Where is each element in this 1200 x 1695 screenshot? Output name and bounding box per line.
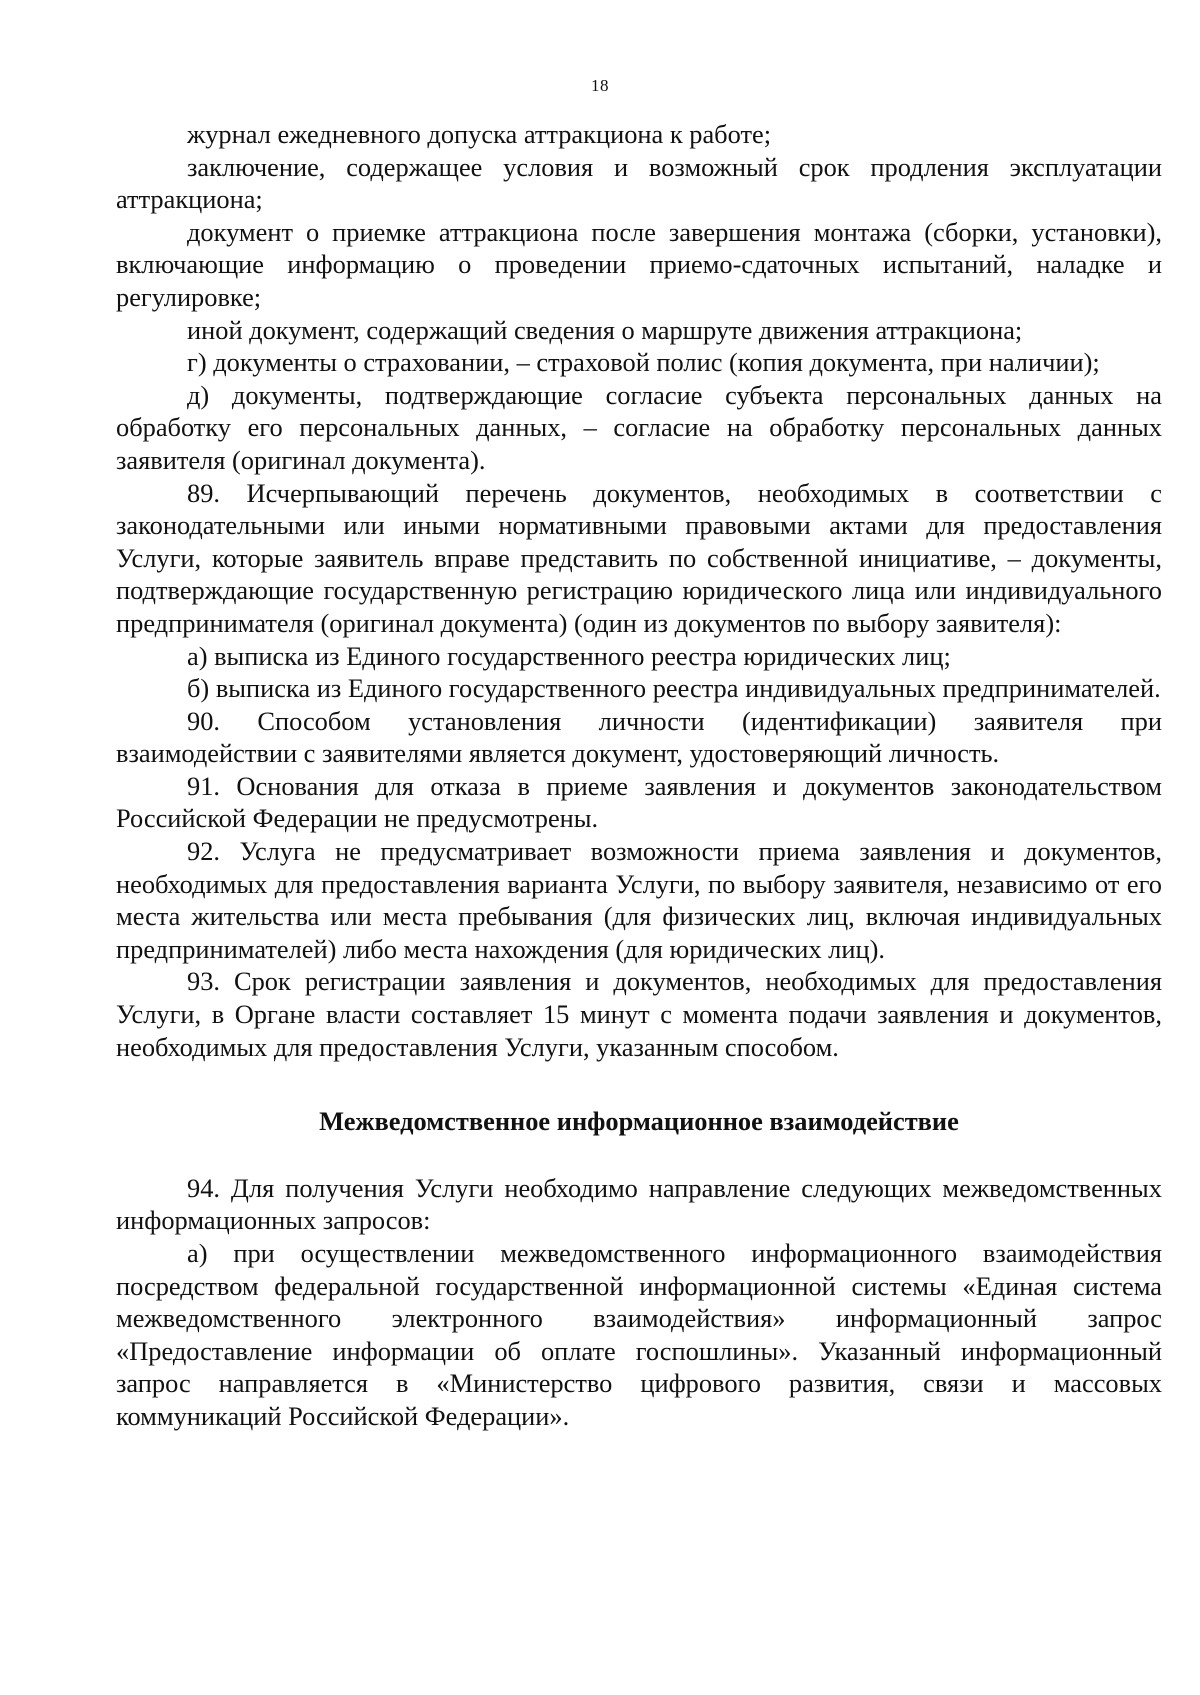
paragraph-90: 90. Способом установления личности (идентификации) заявителя при взаимодействии с заявителями является документ, удостоверяющий личность.	[116, 705, 1162, 769]
paragraph-route-document: иной документ, содержащий сведения о маршруте движения аттракциона;	[187, 314, 1023, 345]
page-number: 18	[591, 76, 609, 95]
paragraph-acceptance-document: документ о приемке аттракциона после завершения монтажа (сборки, установки), включающие информацию о проведении приемо-сдаточных испытаний, наладке и регулировке;	[116, 216, 1162, 312]
section-heading: Межведомственное информационное взаимодействие	[319, 1106, 959, 1137]
paragraph-92: 92. Услуга не предусматривает возможности приема заявления и документов, необходимых для предоставления варианта Услуги, по выбору заявителя, независимо от его места жительства или места пребывания (для физических лиц, включая индивидуальных предпринимателей) либо места нахождения (для юридических лиц).	[116, 836, 1162, 964]
paragraph-89: 89. Исчерпывающий перечень документов, необходимых в соответствии с законодательными или иными нормативными правовыми актами для предоставления Услуги, которые заявитель вправе представить по собственной инициативе, – документы, подтверждающие государственную регистрацию юридического лица или индивидуального предпринимателя (оригинал документа) (один из документов по выбору заявителя):	[116, 477, 1162, 638]
paragraph-89-b: б) выписка из Единого государственного реестра индивидуальных предпринимателей.	[187, 673, 1161, 704]
document-body	[116, 118, 1162, 1433]
paragraph-94-a: а) при осуществлении межведомственного информационного взаимодействия посредством федеральной государственной информационной системы «Единая система межведомственного электронного взаимодействия» информационный запрос «Предоставление информации об оплате госпошлины». Указанный информационный запрос направляется в «Министерство цифрового развития, связи и массовых коммуникаций Российской Федерации».	[116, 1238, 1162, 1431]
paragraph-94: 94. Для получения Услуги необходимо направление следующих межведомственных информационных запросов:	[116, 1172, 1162, 1236]
paragraph-89-a: а) выписка из Единого государственного реестра юридических лиц;	[187, 640, 951, 671]
paragraph-insurance: г) документы о страховании, – страховой полис (копия документа, при наличии);	[187, 347, 1100, 378]
paragraph-93: 93. Срок регистрации заявления и документов, необходимых для предоставления Услуги, в Органе власти составляет 15 минут с момента подачи заявления и документов, необходимых для предоставления Услуги, указанным способом.	[116, 966, 1162, 1062]
paragraph-91: 91. Основания для отказа в приеме заявления и документов законодательством Российской Федерации не предусмотрены.	[116, 770, 1162, 834]
paragraph-extension-conclusion: заключение, содержащее условия и возможный срок продления эксплуатации аттракциона;	[116, 151, 1162, 215]
paragraph-daily-log: журнал ежедневного допуска аттракциона к работе;	[187, 119, 772, 149]
paragraph-personal-data-consent: д) документы, подтверждающие согласие субъекта персональных данных на обработку его персональных данных, – согласие на обработку персональных данных заявителя (оригинал документа).	[116, 379, 1162, 475]
